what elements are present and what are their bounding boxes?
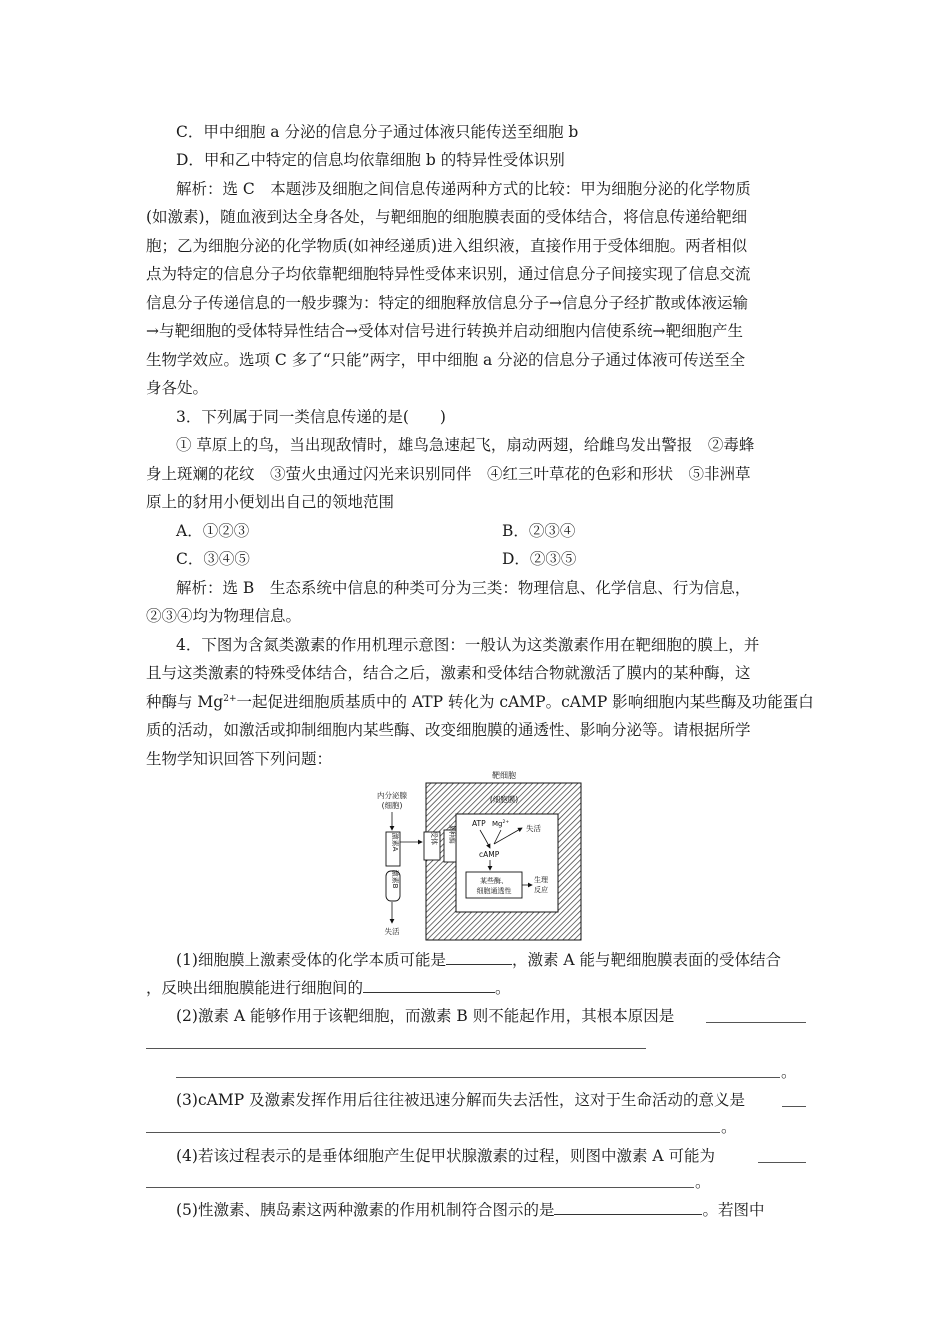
sub-question-1: (1)细胞膜上激素受体的化学本质可能是 ，激素 A 能与靶细胞膜表面的受体结合 xyxy=(176,951,782,969)
response-label: 反应 xyxy=(534,886,548,894)
answer-blank[interactable] xyxy=(363,978,495,993)
answer-line[interactable] xyxy=(706,1022,806,1023)
analysis-line: 身各处。 xyxy=(146,379,209,397)
option-a: A．①②③ xyxy=(176,522,250,540)
analysis-line: (如激素)，随血液到达全身各处，与靶细胞的细胞膜表面的受体结合，将信息传递给靶细 xyxy=(146,208,748,226)
option-c: C．甲中细胞 a 分泌的信息分子通过体液只能传送至细胞 b xyxy=(176,123,579,141)
enzymes-label: 某些酶、 xyxy=(480,877,508,885)
period: 。 xyxy=(695,1173,711,1191)
analysis-line: 解析：选 B 生态系统中信息的种类可分为三类：物理信息、化学信息、行为信息， xyxy=(176,579,751,597)
option-c: C．③④⑤ xyxy=(176,550,250,568)
analysis-line: 胞；乙为细胞分泌的化学物质(如神经递质)进入组织液，直接作用于受体细胞。两者相似 xyxy=(146,237,748,255)
sub-question-3: (3)cAMP 及激素发挥作用后往往被迅速分解而失去活性，这对于生命活动的意义是 xyxy=(176,1091,746,1109)
answer-line[interactable] xyxy=(146,1187,694,1188)
mg-label: $Mg^{2+}$ xyxy=(492,820,510,828)
inactive-label: 失活 xyxy=(526,824,541,833)
hormone-b-label: 激素B xyxy=(391,869,399,889)
target-cell-label: 靶细胞 xyxy=(492,771,516,780)
answer-blank[interactable] xyxy=(554,1200,702,1215)
option-b: B．②③④ xyxy=(502,522,576,540)
permeability-label: 细胞通透性 xyxy=(476,887,512,895)
analysis-line: →与靶细胞的受体特异性结合→受体对信号进行转换并启动细胞内信使系统→靶细胞产生 xyxy=(146,322,743,340)
answer-line[interactable] xyxy=(782,1106,806,1107)
analysis-line: 生物学效应。选项 C 多了“只能”两字，甲中细胞 a 分泌的信息分子通过体液可传送至全 xyxy=(146,351,746,369)
question-4-stem: 种酶与 $Mg^{2+}$一起促进细胞质基质中的 ATP 转化为 cAMP。cAMP 影响细胞内某些酶及功能蛋白 xyxy=(146,693,814,711)
answer-line[interactable] xyxy=(146,1132,720,1133)
analysis-line: ②③④均为物理信息。 xyxy=(146,607,302,625)
analysis-line: 点为特定的信息分子均依靠靶细胞特异性受体来识别，通过信息分子间接实现了信息交流 xyxy=(146,265,751,283)
sub-question-2: (2)激素 A 能够作用于该靶细胞，而激素 B 则不能起作用，其根本原因是 xyxy=(176,1007,675,1025)
gland-label-sub: (细胞) xyxy=(381,801,403,810)
answer-line[interactable] xyxy=(176,1077,780,1078)
option-d: D．甲和乙中特定的信息均依靠细胞 b 的特异性受体识别 xyxy=(176,151,565,169)
period: 。 xyxy=(721,1118,737,1136)
question-4-stem: 4．下图为含氮类激素的作用机理示意图：一般认为这类激素作用在靶细胞的膜上，并 xyxy=(176,636,760,654)
gland-label: 内分泌腺 xyxy=(377,791,407,800)
question-3-stem: 3．下列属于同一类信息传递的是( ) xyxy=(176,408,446,426)
question-4-stem: 生物学知识回答下列问题： xyxy=(146,750,333,768)
physiological-label: 生理 xyxy=(534,876,548,884)
question-3-body: 身上斑斓的花纹 ③萤火虫通过闪光来识别同伴 ④红三叶草花的色彩和形状 ⑤非洲草 xyxy=(146,465,751,483)
period: 。 xyxy=(781,1063,797,1081)
enzyme-label: 某种酶 xyxy=(448,824,456,844)
receptor-label: 受体 xyxy=(430,831,438,845)
question-3-body: 原上的豺用小便划出自己的领地范围 xyxy=(146,493,395,511)
camp-label: cAMP xyxy=(479,850,500,859)
sub-question-5: (5)性激素、胰岛素这两种激素的作用机制符合图示的是 。若图中 xyxy=(176,1201,765,1219)
question-4-stem: 且与这类激素的特殊受体结合，结合之后，激素和受体结合物就激活了膜内的某种酶，这 xyxy=(146,664,751,682)
hormone-a-label: 激素A xyxy=(391,832,399,852)
answer-line[interactable] xyxy=(758,1162,806,1163)
sub-question-1-cont: ，反映出细胞膜能进行细胞间的 。 xyxy=(146,979,511,997)
analysis-line: 信息分子传递信息的一般步骤为：特定的细胞释放信息分子→信息分子经扩散或体液运输 xyxy=(146,294,748,312)
inactive-label-b: 失活 xyxy=(384,927,400,936)
answer-line[interactable] xyxy=(146,1048,646,1049)
atp-label: ATP xyxy=(472,819,486,828)
membrane-label: (细胞膜) xyxy=(489,795,519,804)
question-4-stem: 质的活动，如激活或抑制细胞内某些酶、改变细胞膜的通透性、影响分泌等。请根据所学 xyxy=(146,721,751,739)
hormone-mechanism-diagram xyxy=(372,768,582,948)
answer-blank[interactable] xyxy=(446,950,512,965)
question-3-body: ① 草原上的鸟，当出现敌情时，雄鸟急速起飞，扇动两翅，给雌鸟发出警报 ②毒蜂 xyxy=(176,436,755,454)
option-d: D．②③⑤ xyxy=(502,550,577,568)
analysis-line: 解析：选 C 本题涉及细胞之间信息传递两种方式的比较：甲为细胞分泌的化学物质 xyxy=(176,180,751,198)
sub-question-4: (4)若该过程表示的是垂体细胞产生促甲状腺激素的过程，则图中激素 A 可能为 xyxy=(176,1147,716,1165)
